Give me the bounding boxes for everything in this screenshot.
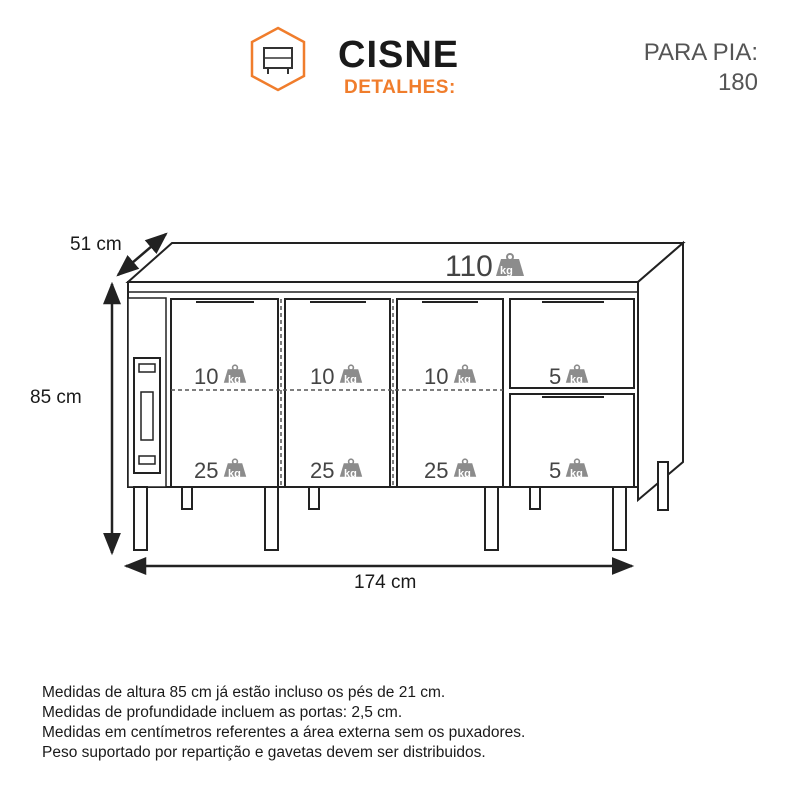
note-line: Medidas de profundidade incluem as portas: 2,5 cm. — [42, 704, 403, 721]
kg-unit: kg — [500, 265, 513, 277]
door-1 — [171, 299, 278, 487]
depth-label: 51 cm — [70, 234, 122, 255]
kg-unit: kg — [458, 468, 471, 480]
capacity-value: 5 — [549, 364, 562, 389]
kg-unit: kg — [228, 468, 241, 480]
leg — [530, 487, 540, 509]
kg-unit: kg — [228, 374, 241, 386]
leg — [265, 487, 278, 550]
note-line: Peso suportado por repartição e gavetas devem ser distribuidos. — [42, 744, 486, 761]
note-line: Medidas em centímetros referentes a área externa sem os puxadores. — [42, 724, 526, 741]
capacity-top-value: 110 — [445, 250, 493, 283]
kg-unit: kg — [458, 374, 471, 386]
brand-subtitle: DETALHES: — [344, 77, 456, 98]
leg — [134, 487, 147, 550]
kg-unit: kg — [344, 468, 357, 480]
leg — [613, 487, 626, 550]
door-2 — [285, 299, 390, 487]
leg — [182, 487, 192, 509]
width-label: 174 cm — [354, 572, 417, 593]
capacity-value: 25 — [194, 458, 219, 483]
leg — [658, 462, 668, 510]
height-label: 85 cm — [30, 387, 82, 408]
notes — [42, 683, 525, 763]
door-3 — [397, 299, 503, 487]
leg — [485, 487, 498, 550]
brand-name: CISNE — [338, 34, 460, 76]
kg-unit: kg — [570, 374, 583, 386]
pia-label-text: PARA PIA: — [643, 39, 758, 66]
capacity-value: 25 — [310, 458, 335, 483]
capacity-value: 10 — [310, 364, 335, 389]
kg-unit: kg — [570, 468, 583, 480]
countertop-surface — [128, 243, 683, 282]
note-line: Medidas de altura 85 cm já estão incluso os pés de 21 cm. — [42, 684, 446, 701]
pia-label-value: 180 — [717, 69, 758, 96]
kg-unit: kg — [344, 374, 357, 386]
capacity-value: 10 — [194, 364, 219, 389]
capacity-value: 10 — [424, 364, 449, 389]
capacity-value: 25 — [424, 458, 449, 483]
capacity-value: 5 — [549, 458, 562, 483]
leg — [309, 487, 319, 509]
